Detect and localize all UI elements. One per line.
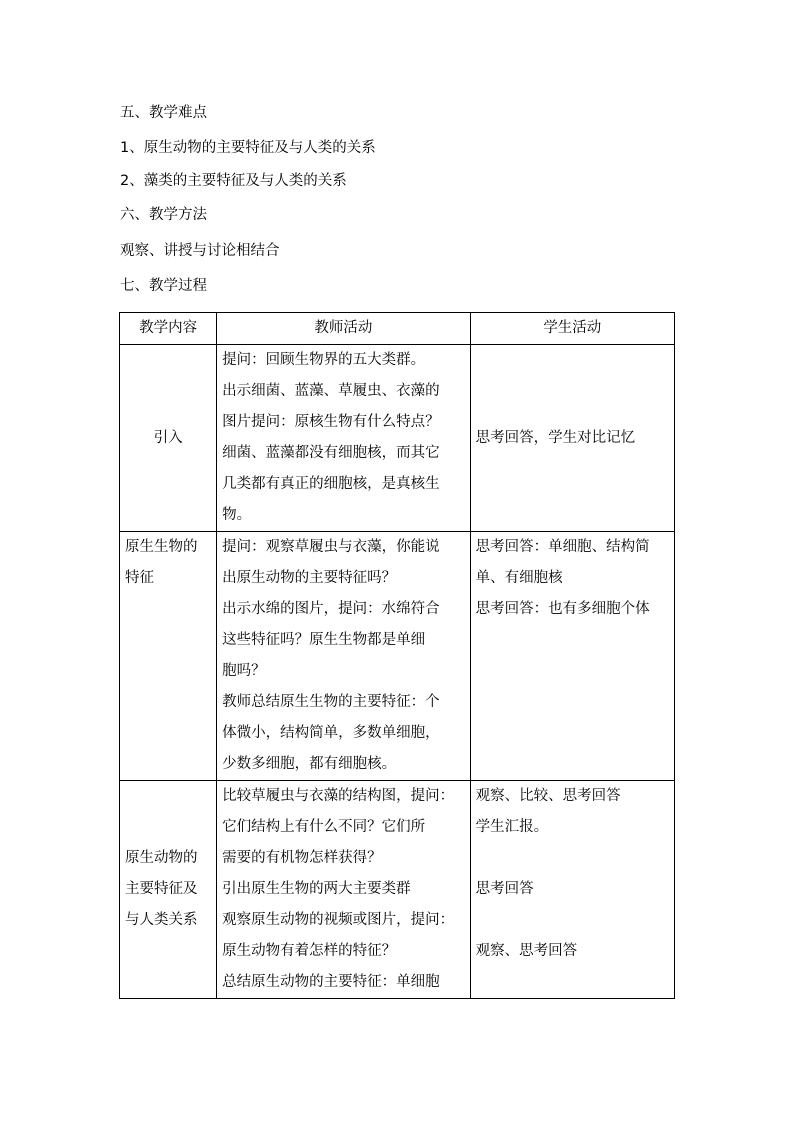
cell-line: 特征 (125, 570, 154, 586)
cell-line: 引出原生生物的两大主要类群 (222, 881, 411, 897)
cell-line: 观察、比较、思考回答 (475, 788, 621, 804)
cell-line: 物。 (222, 507, 252, 523)
cell-line: 出示细菌、蓝藻、草履虫、衣藻的 (222, 383, 440, 399)
cell-line: 与人类关系 (125, 912, 198, 928)
spacer (476, 905, 669, 936)
teaching-process-table (119, 312, 675, 999)
row-student-cell (470, 345, 674, 532)
difficulty-item-2: 2、藻类的主要特征及与人类的关系 (120, 173, 347, 189)
cell-line: 主要特征及 (125, 881, 198, 897)
cell-line: 这些特征吗？原生生物都是单细 (222, 632, 426, 648)
cell-line: 胞吗？ (222, 663, 266, 679)
row-student-cell (470, 781, 674, 999)
cell-line: 原生动物的 (125, 850, 198, 866)
cell-line: 原生动物有着怎样的特征？ (222, 943, 397, 959)
row-teacher-cell (217, 532, 470, 781)
methods-text: 观察、讲授与讨论相结合 (120, 243, 280, 259)
row-student-cell (470, 532, 674, 781)
row-content-cell (120, 781, 217, 999)
process-heading: 七、教学过程 (120, 278, 207, 294)
cell-line: 教师总结原生生物的主要特征：个 (222, 694, 440, 710)
cell-line: 它们结构上有什么不同？它们所 (222, 819, 426, 835)
cell-line: 观察原生动物的视频或图片，提问： (222, 912, 455, 928)
cell-line: 学生汇报。 (475, 819, 549, 835)
cell-line: 比较草履虫与衣藻的结构图，提问： (222, 788, 455, 804)
cell-line: 提问：回顾生物界的五大类群。 (222, 352, 426, 368)
spacer (476, 843, 669, 874)
cell-line: 思考回答 (475, 881, 534, 897)
cell-line: 体微小，结构简单，多数单细胞， (222, 725, 440, 741)
cell-line: 出原生动物的主要特征吗？ (222, 570, 397, 586)
table-header-row (120, 313, 675, 345)
cell-line: 总结原生动物的主要特征：单细胞 (222, 974, 440, 990)
cell-line: 图片提问：原核生物有什么特点？ (222, 414, 440, 430)
cell-line: 细菌、蓝藻都没有细胞核，而其它 (222, 445, 440, 461)
table-row (120, 532, 675, 781)
row-content-cell (120, 345, 217, 532)
cell-line: 观察、思考回答 (475, 943, 578, 959)
cell-line: 出示水绵的图片，提问：水绵符合 (222, 601, 440, 617)
table-row (120, 345, 675, 532)
cell-line: 思考回答：单细胞、结构简 (475, 539, 650, 555)
cell-line: 需要的有机物怎样获得？ (222, 850, 382, 866)
methods-heading: 六、教学方法 (120, 207, 207, 223)
header-content: 教学内容 (120, 313, 217, 345)
cell-line: 提问：观察草履虫与衣藻，你能说 (222, 539, 440, 555)
cell-line: 原生生物的 (125, 539, 198, 555)
cell-line: 引入 (153, 429, 183, 446)
difficulty-item-1: 1、原生动物的主要特征及与人类的关系 (120, 140, 376, 156)
difficulties-heading: 五、教学难点 (120, 105, 207, 121)
cell-line: 少数多细胞，都有细胞核。 (222, 756, 397, 772)
cell-line: 单、有细胞核 (475, 570, 563, 586)
row-content-cell (120, 532, 217, 781)
cell-line: 思考回答，学生对比记忆 (475, 429, 636, 446)
cell-line: 几类都有真正的细胞核，是真核生 (222, 476, 440, 492)
table-row (120, 781, 675, 999)
header-student-activity: 学生活动 (470, 313, 674, 345)
row-teacher-cell (217, 345, 470, 532)
header-teacher-activity: 教师活动 (217, 313, 470, 345)
row-teacher-cell (217, 781, 470, 999)
cell-line: 思考回答：也有多细胞个体 (475, 601, 650, 617)
